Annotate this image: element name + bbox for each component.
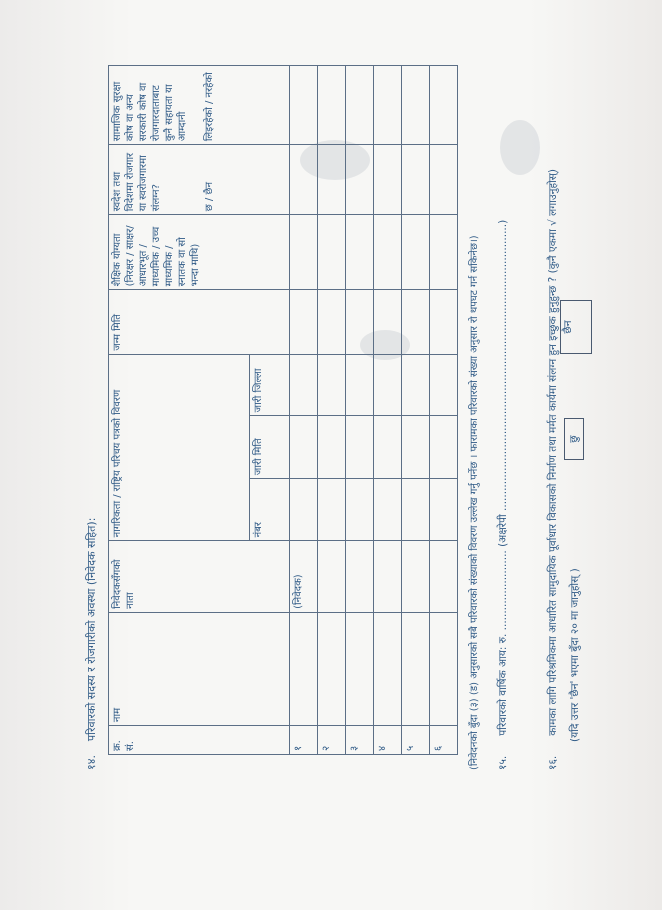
number-cell[interactable] [290,479,318,541]
header-dob: जन्म मिति [109,290,290,354]
table-row [346,66,374,755]
row-sn: ४ [374,726,402,755]
table-row [374,66,402,755]
option-no-checkbox[interactable]: छैन [560,300,592,354]
number-cell[interactable] [374,479,402,541]
section-16 [546,10,560,770]
issue-date-cell[interactable] [290,416,318,479]
table-note: (निवेदनको बुँदा (३) (ड) अनुसारको सबै परिवारको संख्याको विवरण उल्लेख गर्नु पर्नेछ । फारामका परिवारको संख्या अनुसार रो थपघट गर्न सकिनेछ।) [469,235,480,770]
header-issue-date: जारी मिति [250,416,290,479]
employment-header-text: स्वदेश तथा विदेशमा रोजगार या स्वरोजगारमा संलग्न? [112,152,162,212]
section-14-number: १४. [85,755,98,770]
row-sn: २ [318,726,346,755]
social-header-text: सामाजिक सुरक्षा कोष वा अन्य सरकारी कोष वा रोजगारदाताबाट कुनै सहायता या आम्दानी [112,81,188,142]
social-cell[interactable] [374,66,402,145]
row-sn: ६ [430,726,458,755]
issue-date-cell[interactable] [374,416,402,479]
employment-hint: छ / छैन [204,182,215,212]
name-cell[interactable] [430,612,458,725]
relation-cell[interactable] [430,541,458,612]
social-cell[interactable] [346,66,374,145]
dob-cell[interactable] [318,290,346,354]
relation-cell[interactable] [346,541,374,612]
employment-cell[interactable] [374,145,402,215]
social-cell[interactable] [290,66,318,145]
table-row [290,66,318,755]
issue-district-cell[interactable] [374,354,402,416]
annual-income-field[interactable]: परिवारको वार्षिक आय: रु. ........................ (अक्षरेपी ......................................................................................) [497,219,509,736]
row-sn: १ [290,726,318,755]
education-cell[interactable] [318,215,346,290]
issue-date-cell[interactable] [430,416,458,479]
education-cell[interactable] [402,215,430,290]
issue-district-cell[interactable] [346,354,374,416]
social-cell[interactable] [430,66,458,145]
section-14-title: परिवारको सदस्य र रोजगारीको अवस्था (निवेदक सहित): [85,517,98,742]
dob-cell[interactable] [346,290,374,354]
name-cell[interactable] [318,612,346,725]
table-row [430,66,458,755]
row-sn: ५ [402,726,430,755]
employment-cell[interactable] [318,145,346,215]
education-cell[interactable] [346,215,374,290]
table-row [318,66,346,755]
social-cell[interactable] [402,66,430,145]
issue-district-cell[interactable] [318,354,346,416]
option-yes-checkbox[interactable]: छु [564,418,584,460]
table-row [402,66,430,755]
section-15 [496,220,510,770]
dob-cell[interactable] [430,290,458,354]
education-cell[interactable] [374,215,402,290]
name-cell[interactable] [374,612,402,725]
employment-cell[interactable] [346,145,374,215]
education-cell[interactable] [430,215,458,290]
header-sn: क्र. सं. [109,726,290,755]
section-16-number: १६. [547,755,559,770]
section-16-subtext: (यदि उत्तर 'छैन' भएमा बुँदा २० मा जानुहोस् ) [569,568,581,742]
employment-cell[interactable] [290,145,318,215]
issue-district-cell[interactable] [290,354,318,416]
name-cell[interactable] [346,612,374,725]
issue-date-cell[interactable] [402,416,430,479]
education-cell[interactable] [290,215,318,290]
employment-cell[interactable] [430,145,458,215]
relation-cell[interactable]: (निवेदक) [290,541,318,612]
issue-district-cell[interactable] [402,354,430,416]
issue-date-cell[interactable] [346,416,374,479]
header-social [109,66,290,145]
header-education: शैक्षिक योग्यता (निरक्षर / साक्षर/ आधारभूत / माध्यमिक / उच्च माध्यमिक / स्नातक वा सो भन्दा माथि) [109,215,290,290]
section-15-number: १५. [497,755,509,770]
number-cell[interactable] [346,479,374,541]
row-sn: ३ [346,726,374,755]
issue-date-cell[interactable] [318,416,346,479]
relation-cell[interactable] [374,541,402,612]
dob-cell[interactable] [290,290,318,354]
number-cell[interactable] [318,479,346,541]
relation-cell[interactable] [402,541,430,612]
section-14-heading [84,518,99,770]
number-cell[interactable] [402,479,430,541]
employment-cell[interactable] [402,145,430,215]
header-relation: निवेदकसँगको नाता [109,541,290,612]
number-cell[interactable] [430,479,458,541]
header-employment [109,145,290,215]
social-cell[interactable] [318,66,346,145]
social-hint: लिइरहेको / नरहेको [204,72,215,142]
header-citizenship: नागरिकता / राष्ट्रिय परिचय पत्रको विवरण [109,354,250,541]
section-16-question: कामका लागि परिश्रमिकमा आधारित सामुदायिक पूर्वाधार विकासको निर्माण तथा मर्मत कार्यमा संलग्न हुन इच्छुक हुनुहुन्छ ? (कुनै एकमा √ लगाउनुहोस्) [547,169,559,736]
family-members-table [108,65,458,755]
relation-cell[interactable] [318,541,346,612]
header-number: नंबर [250,479,290,541]
header-name: नाम [109,612,290,725]
name-cell[interactable] [290,612,318,725]
dob-cell[interactable] [402,290,430,354]
header-issue-district: जारी जिल्ला [250,354,290,416]
name-cell[interactable] [402,612,430,725]
dob-cell[interactable] [374,290,402,354]
issue-district-cell[interactable] [430,354,458,416]
